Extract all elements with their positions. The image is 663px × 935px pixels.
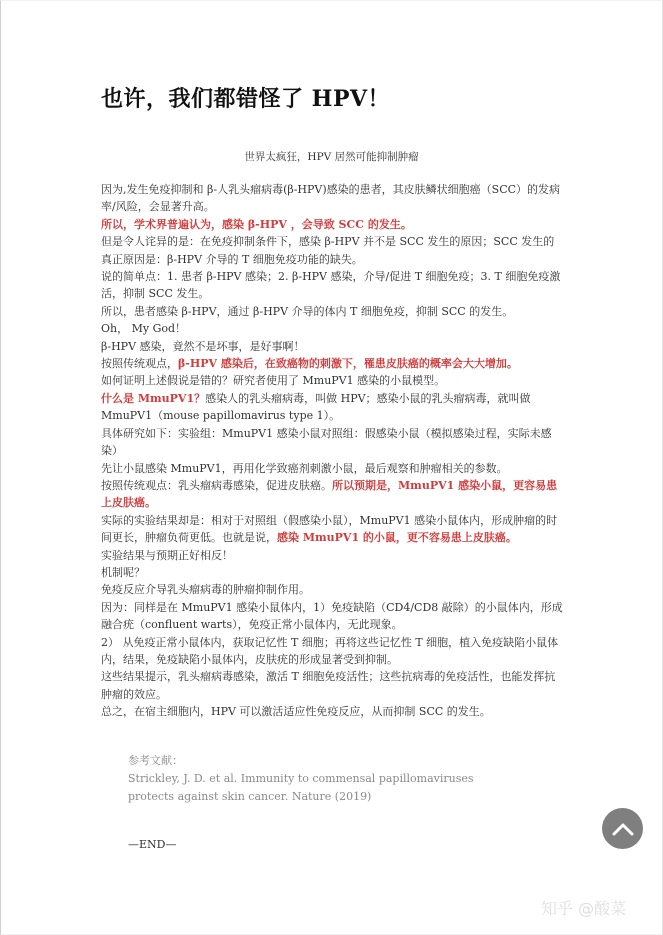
references	[128, 752, 528, 806]
article-paragraph	[101, 390, 563, 425]
article-paragraph	[101, 460, 563, 477]
paragraph-text: 所以，患者感染 β-HPV，通过 β-HPV 介导的体内 T 细胞免疫，抑制 SCC 的发生。	[101, 304, 514, 318]
paragraph-text: 机制呢？	[101, 565, 145, 579]
highlight-text: 所以预期是，MmuPV1 感染小鼠，更容易患上皮肤癌。	[101, 478, 558, 510]
chevron-up-icon	[611, 821, 635, 837]
paragraph-text: 先让小鼠感染 MmuPV1，再用化学致癌剂刺激小鼠，最后观察和肿瘤相关的参数。	[101, 461, 508, 475]
paragraph-text: 感染人的乳头瘤病毒，叫做 HPV；感染小鼠的乳头瘤病毒，就叫做 MmuPV1（mouse papillomavirus type 1）。	[101, 391, 531, 423]
watermark: 知乎 @酸菜	[541, 899, 627, 918]
paragraph-text: 免疫反应介导乳头瘤病毒的肿瘤抑制作用。	[101, 583, 310, 597]
article-paragraph	[101, 581, 563, 598]
article-paragraph	[101, 303, 563, 320]
article-paragraph	[101, 216, 563, 233]
highlight-text: β-HPV 感染后，在致癌物的刺激下，罹患皮肤癌的概率会大大增加。	[178, 357, 518, 371]
article-paragraph	[101, 372, 563, 389]
paragraph-text: 总之，在宿主细胞内，HPV 可以激活适应性免疫反应，从而抑制 SCC 的发生。	[101, 705, 491, 719]
paragraph-text: 具体研究如下：实验组：MmuPV1 感染小鼠对照组：假感染小鼠（模拟感染过程，实际未感染）	[101, 426, 552, 458]
article-paragraph	[101, 668, 563, 703]
paragraph-text: β-HPV 感染，竟然不是坏事，是好事啊！	[101, 339, 305, 353]
article-body	[101, 181, 563, 721]
article-paragraph	[101, 477, 563, 512]
article-paragraph	[101, 425, 563, 460]
article-paragraph	[101, 268, 563, 303]
paragraph-text: 如何证明上述假说是错的？研究者使用了 MmuPV1 感染的小鼠模型。	[101, 374, 446, 388]
article-paragraph	[101, 181, 563, 216]
reference-line: protects against skin cancer. Nature (2019)	[128, 790, 372, 803]
article-paragraph	[101, 564, 563, 581]
article-paragraph	[101, 338, 563, 355]
paragraph-text: 按照传统观点：乳头瘤病毒感染，促进皮肤癌。	[101, 478, 332, 492]
article-paragraph	[101, 703, 563, 720]
references-heading: 参考文献：	[128, 754, 183, 767]
paragraph-text: 2） 从免疫正常小鼠体内，获取记忆性 T 细胞；再将这些记忆性 T 细胞，植入免疫缺陷小鼠体内，结果，免疫缺陷小鼠体内，皮肤疣的形成显著受到抑制。	[101, 635, 559, 666]
article-paragraph	[101, 547, 563, 564]
article-title: 也许，我们都错怪了 HPV！	[101, 86, 391, 112]
article-paragraph	[101, 355, 563, 372]
article-paragraph	[101, 320, 563, 337]
paragraph-text: 实验结果与预期正好相反！	[101, 548, 233, 562]
paragraph-text: 但是令人诧异的是：在免疫抑制条件下，感染 β-HPV 并不是 SCC 发生的原因；SCC 发生的真正原因是：β-HPV 介导的 T 细胞免疫功能的缺失。	[101, 235, 555, 266]
paragraph-text: 因为：同样是在 MmuPV1 感染小鼠体内，1）免疫缺陷（CD4/CD8 敲除）的小鼠体内，形成融合疣（confluent warts），免疫正常小鼠体内，无此现象。	[101, 600, 563, 632]
back-to-top-button[interactable]	[602, 808, 643, 849]
article-paragraph	[101, 233, 563, 268]
paragraph-text: 因为,发生免疫抑制和 β-人乳头瘤病毒(β-HPV)感染的患者，其皮肤鳞状细胞癌（SCC）的发病率/风险，会显著升高。	[101, 183, 561, 214]
end-mark: —END—	[128, 838, 177, 851]
highlight-text: 感染 MmuPV1 的小鼠，更不容易患上皮肤癌。	[277, 531, 517, 545]
reference-line: Strickley, J. D. et al. Immunity to commensal papillomaviruses	[128, 772, 474, 785]
paragraph-text: 实际的实验结果却是：相对于对照组（假感染小鼠），MmuPV1 感染小鼠体内，形成肿瘤的时间更长，肿瘤负荷更低。也就是说，	[101, 513, 558, 545]
article-paragraph	[101, 634, 563, 669]
article-subtitle: 世界太疯狂，HPV 居然可能抑制肿瘤	[244, 151, 419, 163]
paragraph-text: 按照传统观点，	[101, 357, 178, 371]
paragraph-text: 这些结果提示，乳头瘤病毒感染，激活 T 细胞免疫活性；这些抗病毒的免疫活性，也能发挥抗肿瘤的效应。	[101, 670, 556, 701]
highlight-text: 什么是 MmuPV1？	[101, 391, 206, 405]
article-paragraph	[101, 599, 563, 634]
highlight-text: 所以，学术界普遍认为，感染 β-HPV ，会导致 SCC 的发生。	[101, 217, 412, 231]
article-paragraph	[101, 512, 563, 547]
paragraph-text: 说的简单点：1. 患者 β-HPV 感染；2. β-HPV 感染，介导/促进 T 细胞免疫；3. T 细胞免疫激活，抑制 SCC 发生。	[101, 270, 561, 301]
paragraph-text: Oh， My God！	[101, 322, 187, 336]
